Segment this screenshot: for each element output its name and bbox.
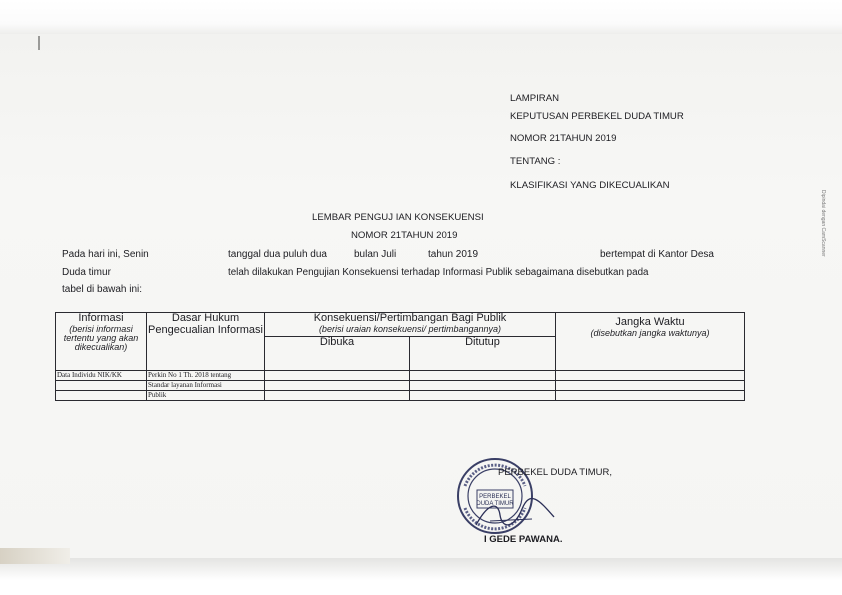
handwritten-signature [470,495,560,535]
header-dasar-title: Dasar Hukum Pengecualian Informasi [148,312,263,336]
document-title: LEMBAR PENGUJ IAN KONSEKUENSI [312,212,484,223]
cell-dasar: Standar layanan Informasi [147,381,265,391]
para-month: bulan Juli [354,249,397,260]
cell-jangka [556,391,745,401]
cell-jangka [556,381,745,391]
scan-corner [0,548,70,564]
cell-informasi: Data Individu NIK/KK [56,371,147,381]
header-informasi [56,313,147,371]
signature-title: PERBEKEL DUDA TIMUR, [498,467,613,478]
header-informasi-sub: (berisi informasi tertentu yang akan dikecualikan) [63,323,139,353]
lampiran-label: LAMPIRAN [510,93,560,104]
table-row [56,371,745,381]
lampiran-keputusan: KEPUTUSAN PERBEKEL DUDA TIMUR [510,111,684,122]
header-jangka-waktu [556,313,745,371]
header-jangka-title: Jangka Waktu [615,316,685,328]
para-day: Pada hari ini, Senin [62,249,149,260]
cell-jangka [556,371,745,381]
header-konsekuensi-title: Konsekuensi/Pertimbangan Bagi Publik [313,312,507,324]
cell-ditutup [410,371,556,381]
cell-ditutup [410,391,556,401]
cell-ditutup [410,381,556,391]
lampiran-tentang: TENTANG : [510,156,561,167]
cell-dasar: Perkin No 1 Th. 2018 tentang [147,371,265,381]
document-page [0,30,842,562]
para-date: tanggal dua puluh dua [228,249,327,260]
cell-dibuka [265,371,410,381]
header-dibuka: Dibuka [265,337,410,371]
cell-informasi [56,391,147,401]
lampiran-nomor: NOMOR 21TAHUN 2019 [510,133,617,144]
cell-dibuka [265,381,410,391]
header-jangka-sub: (disebutkan jangka waktunya) [590,327,710,338]
svg-text:PERBEKEL: PERBEKEL [479,494,511,500]
table-row [56,391,745,401]
header-informasi-title: Informasi [78,312,124,324]
para-place: bertempat di Kantor Desa [600,249,714,260]
para-statement: telah dilakukan Pengujian Konsekuensi terhadap Informasi Publik sebagaimana disebutkan pada [228,267,649,278]
para-village: Duda timur [62,267,111,278]
para-table-intro: tabel di bawah ini: [62,284,143,295]
konsekuensi-table [55,312,745,401]
header-ditutup: Ditutup [410,337,556,371]
table-row [56,381,745,391]
scan-bottom-edge [0,558,842,595]
cell-dibuka [265,391,410,401]
cell-dasar: Publik [147,391,265,401]
header-konsekuensi [265,313,556,337]
header-konsekuensi-sub: (berisi uraian konsekuensi/ pertimbangannya) [318,323,502,334]
lampiran-klasifikasi: KLASIFIKASI YANG DIKECUALIKAN [510,180,670,191]
svg-text:DUDA TIMUR: DUDA TIMUR [476,501,514,507]
scan-top-edge [0,0,842,34]
scanner-watermark: Dipindai dengan CamScanner [820,190,826,257]
para-year: tahun 2019 [428,249,479,260]
cell-informasi [56,381,147,391]
scan-mark [38,36,40,50]
document-number: NOMOR 21TAHUN 2019 [351,230,458,241]
signatory-name: I GEDE PAWANA. [484,534,563,545]
header-dasar-hukum [147,313,265,371]
